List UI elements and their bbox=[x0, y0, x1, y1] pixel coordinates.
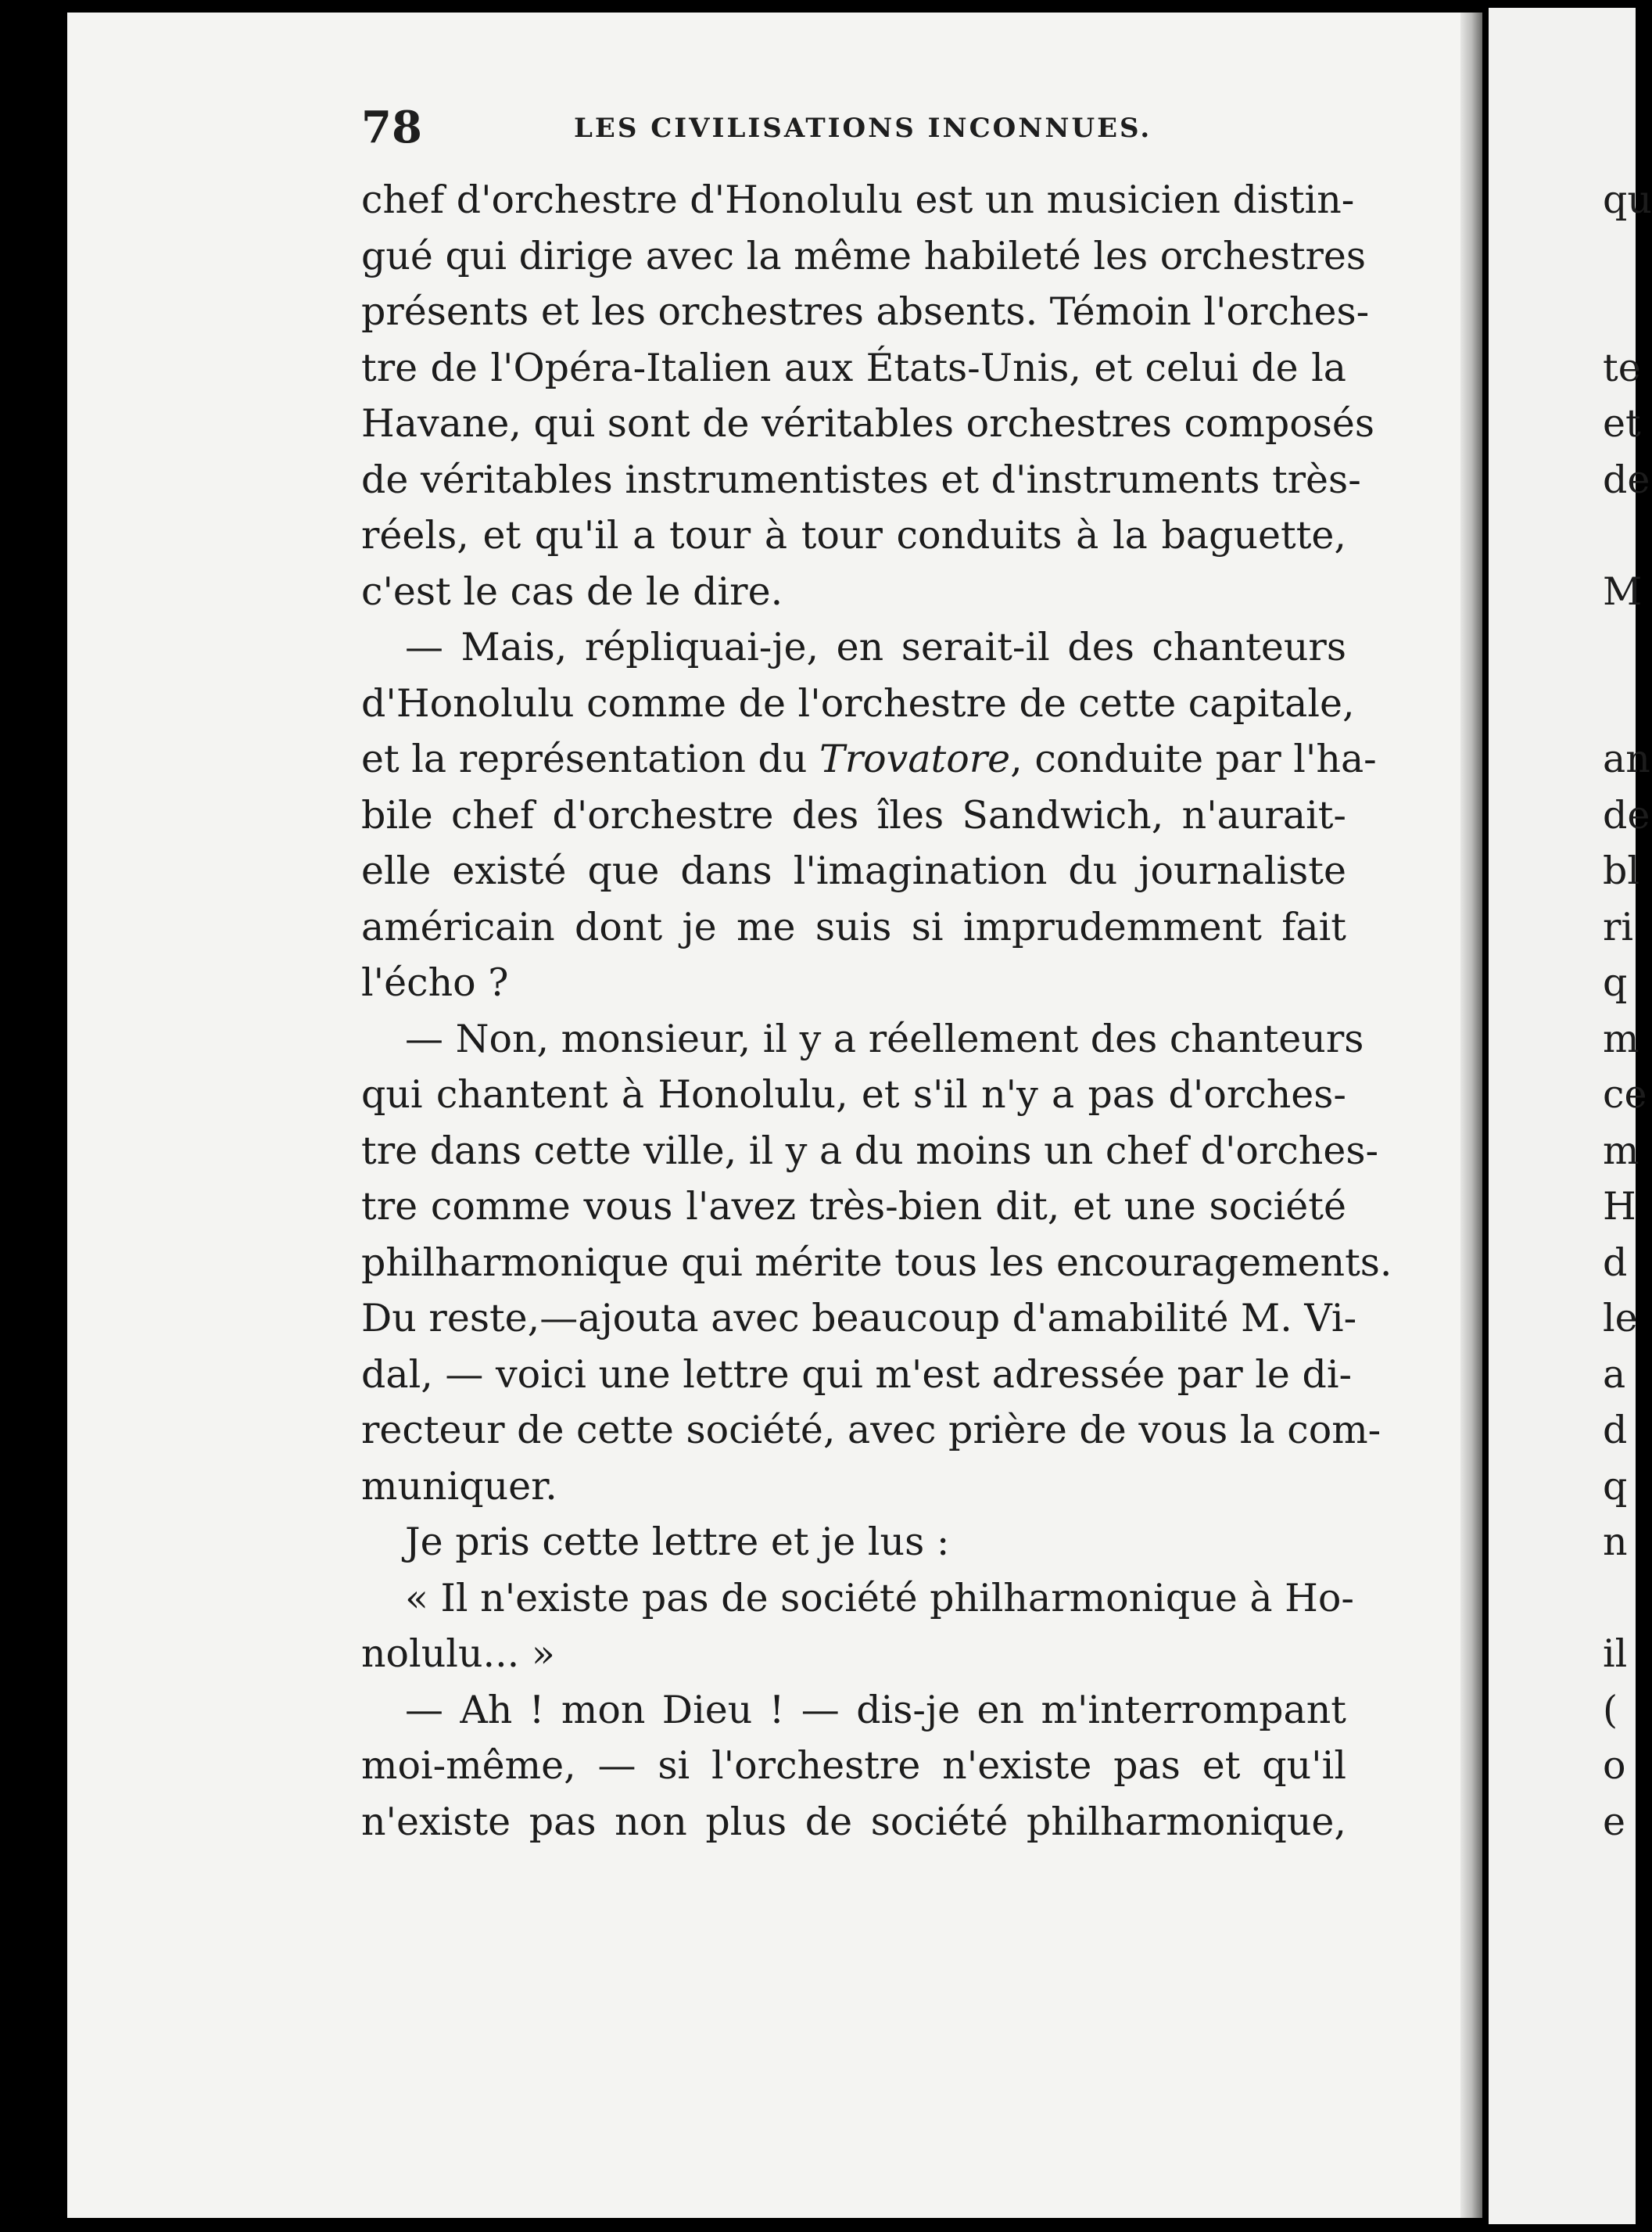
text-line: chef d'orchestre d'Honolulu est un musicien distin- bbox=[361, 178, 1355, 222]
right-page-fragment: d bbox=[1603, 1408, 1628, 1452]
right-page-fragment: il bbox=[1603, 1631, 1628, 1676]
right-page-fragment: ce bbox=[1603, 1072, 1647, 1117]
right-page-fragment: an bbox=[1603, 737, 1650, 781]
text-line: — Mais, répliquai-je, en serait-il des chanteurs bbox=[405, 625, 1346, 669]
running-title: LES CIVILISATIONS INCONNUES. bbox=[574, 113, 1152, 144]
text-line: philharmonique qui mérite tous les encouragements. bbox=[361, 1240, 1392, 1285]
text-line: — Ah ! mon Dieu ! — dis-je en m'interrompant bbox=[405, 1687, 1346, 1732]
text-line: présents et les orchestres absents. Témoin l'orches- bbox=[361, 289, 1370, 334]
text-line: qui chantent à Honolulu, et s'il n'y a pas d'orches- bbox=[361, 1072, 1346, 1117]
text-line: c'est le cas de le dire. bbox=[361, 569, 783, 614]
right-page-fragment bbox=[1603, 284, 1650, 340]
right-page-fragment: de bbox=[1603, 457, 1650, 502]
right-page-fragment: q bbox=[1603, 1463, 1628, 1509]
right-page-fragment: a bbox=[1603, 1351, 1626, 1397]
right-page-fragment bbox=[1603, 1570, 1650, 1627]
right-page-fragment: bl bbox=[1603, 849, 1640, 893]
text-line: réels, et qu'il a tour à tour conduits à la baguette, bbox=[361, 513, 1346, 558]
text-line: gué qui dirige avec la même habileté les orchestres bbox=[361, 233, 1367, 278]
right-page-text-fragments bbox=[1603, 172, 1650, 1850]
right-page-fragment bbox=[1603, 676, 1650, 732]
text-line: muniquer. bbox=[361, 1463, 557, 1509]
body-text bbox=[361, 172, 1392, 1850]
right-page-fragment: ri bbox=[1603, 904, 1634, 949]
page-number: 78 bbox=[361, 102, 422, 153]
right-page-fragment: de bbox=[1603, 792, 1650, 838]
right-page-fragment bbox=[1603, 228, 1650, 285]
right-page-fragment: e bbox=[1603, 1799, 1625, 1844]
text-line: elle existé que dans l'imagination du journaliste bbox=[361, 849, 1346, 893]
text-line: moi-même, — si l'orchestre n'existe pas et qu'il bbox=[361, 1743, 1346, 1788]
right-page-fragment bbox=[1603, 508, 1650, 564]
right-page-fragment: ( bbox=[1603, 1687, 1618, 1732]
text-line: américain dont je me suis si imprudemment fait bbox=[361, 904, 1346, 949]
right-page-fragment: qu bbox=[1603, 178, 1652, 222]
text-line: tre dans cette ville, il y a du moins un chef d'orches- bbox=[361, 1128, 1379, 1173]
text-line: Havane, qui sont de véritables orchestres composés bbox=[361, 401, 1375, 446]
text-line: Je pris cette lettre et je lus : bbox=[405, 1520, 950, 1564]
italic-title: Trovatore bbox=[819, 737, 1011, 781]
right-page-fragment: m bbox=[1603, 1128, 1639, 1173]
book-gutter bbox=[1460, 13, 1482, 2218]
text-line: nolulu... » bbox=[361, 1631, 555, 1676]
text-line: dal, — voici une lettre qui m'est adressée par le di- bbox=[361, 1351, 1353, 1397]
text-line: recteur de cette société, avec prière de vous la com- bbox=[361, 1408, 1381, 1452]
text-line: tre comme vous l'avez très-bien dit, et une société bbox=[361, 1184, 1346, 1229]
text-line: de véritables instrumentistes et d'instruments très- bbox=[361, 457, 1361, 502]
right-page-fragment bbox=[1603, 619, 1650, 676]
text-line: « Il n'existe pas de société philharmonique à Ho- bbox=[405, 1575, 1354, 1620]
right-page-fragment: m bbox=[1603, 1016, 1639, 1061]
text-line: d'Honolulu comme de l'orchestre de cette capitale, bbox=[361, 680, 1355, 726]
text-line: n'existe pas non plus de société philharmonique, bbox=[361, 1799, 1346, 1844]
right-page-fragment: H bbox=[1603, 1184, 1636, 1229]
text-line: Du reste,—ajouta avec beaucoup d'amabilité M. Vi- bbox=[361, 1296, 1357, 1340]
text-line: tre de l'Opéra-Italien aux États-Unis, et celui de la bbox=[361, 345, 1346, 390]
running-head bbox=[361, 102, 1448, 164]
right-page-fragment: et bbox=[1603, 401, 1641, 446]
right-page-fragment: n bbox=[1603, 1520, 1628, 1564]
text-line: bile chef d'orchestre des îles Sandwich, n'aurait- bbox=[361, 792, 1346, 838]
right-page-fragment: te bbox=[1603, 345, 1641, 390]
right-page-fragment: q bbox=[1603, 960, 1628, 1005]
text-line: et la représentation du Trovatore, conduite par l'ha- bbox=[361, 737, 1377, 781]
right-page-fragment: le bbox=[1603, 1296, 1638, 1340]
text-line: — Non, monsieur, il y a réellement des chanteurs bbox=[405, 1016, 1364, 1061]
text-line: l'écho ? bbox=[361, 960, 509, 1005]
right-page-fragment: M bbox=[1603, 569, 1643, 614]
right-page-fragment: o bbox=[1603, 1743, 1626, 1788]
right-page-fragment: d bbox=[1603, 1240, 1628, 1285]
